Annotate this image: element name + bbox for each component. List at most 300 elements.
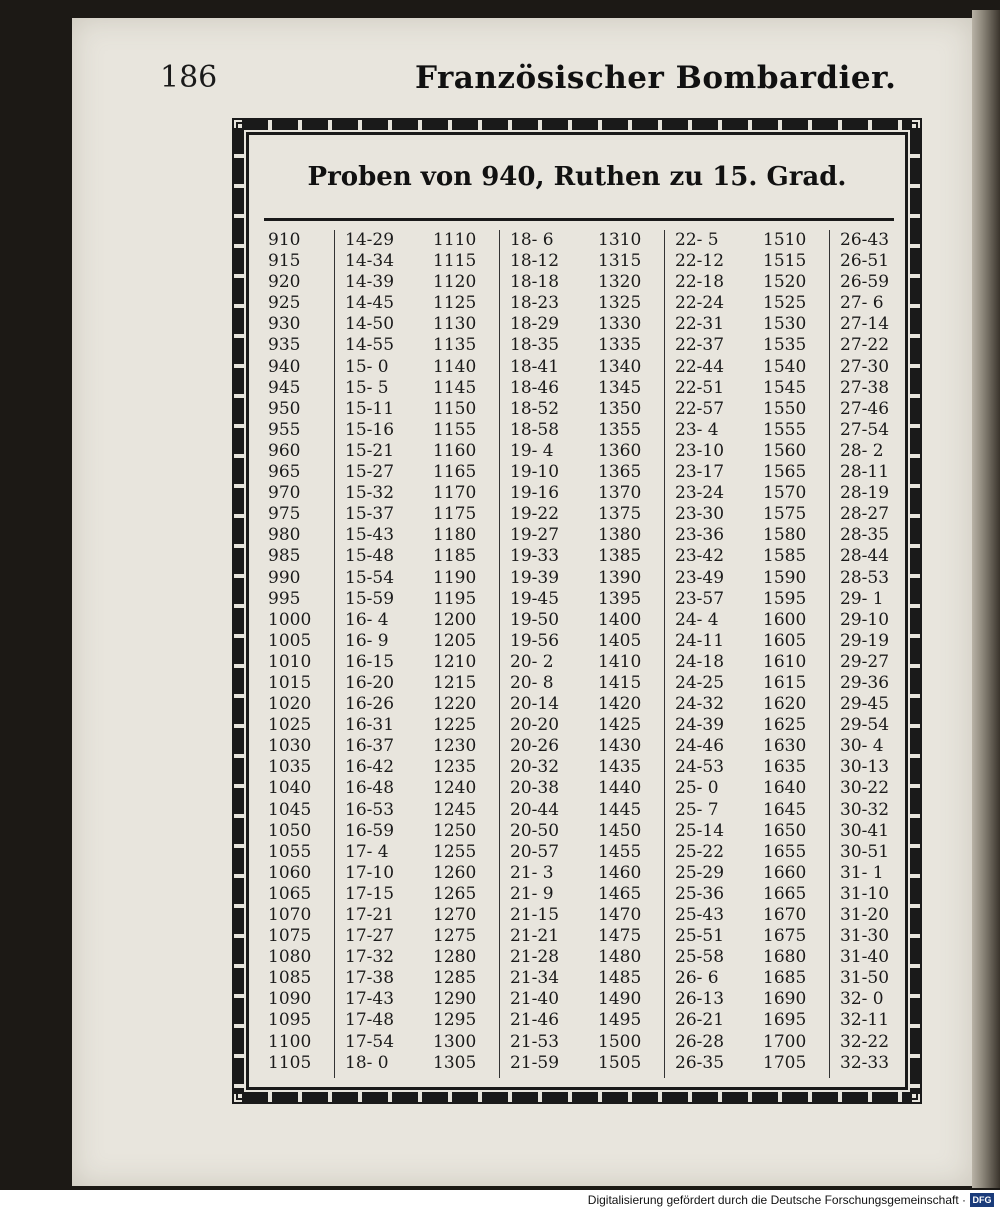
elevation-cell: 15-48 [345, 546, 395, 567]
elevation-cell: 15-27 [345, 462, 395, 483]
elevation-cell: 19-45 [510, 588, 560, 609]
elevation-column [335, 230, 427, 1078]
elevation-cell: 16-53 [345, 799, 395, 820]
elevation-cell: 16-37 [345, 736, 395, 757]
distance-cell: 1175 [433, 504, 477, 525]
elevation-cell: 26-28 [675, 1031, 725, 1052]
elevation-cell: 16-31 [345, 715, 395, 736]
elevation-cell: 26-43 [840, 230, 890, 250]
distance-cell: 970 [268, 483, 301, 504]
table-block [427, 230, 592, 1078]
distance-cell: 915 [268, 251, 301, 272]
distance-cell: 1115 [433, 251, 477, 272]
distance-cell: 1035 [268, 757, 312, 778]
elevation-cell: 19-33 [510, 546, 560, 567]
elevation-cell: 20-14 [510, 694, 560, 715]
elevation-cell: 27- 6 [840, 293, 884, 314]
distance-cell: 1470 [598, 905, 642, 925]
distance-cell: 1190 [433, 567, 477, 588]
border-left-ornament [234, 128, 244, 1094]
elevation-cell: 15-59 [345, 588, 395, 609]
distance-cell: 1525 [763, 293, 807, 314]
distance-cell: 1065 [268, 883, 312, 904]
distance-cell: 1210 [433, 651, 477, 672]
elevation-cell: 16- 9 [345, 630, 389, 651]
elevation-cell: 32-22 [840, 1031, 890, 1052]
distance-cell: 1040 [268, 778, 312, 799]
distance-cell: 1135 [433, 335, 477, 356]
distance-cell: 1090 [268, 989, 312, 1010]
elevation-cell: 20-50 [510, 820, 560, 841]
elevation-cell: 22-24 [675, 293, 725, 314]
elevation-cell: 14-34 [345, 251, 395, 272]
distance-cell: 965 [268, 462, 301, 483]
distance-cell: 1045 [268, 799, 312, 820]
elevation-cell: 15-43 [345, 525, 395, 546]
distance-cell: 935 [268, 335, 301, 356]
elevation-cell: 14-29 [345, 230, 395, 250]
elevation-cell: 20-20 [510, 715, 560, 736]
distance-cell: 1625 [763, 715, 807, 736]
distance-cell: 1320 [598, 272, 642, 293]
elevation-cell: 21-46 [510, 1010, 560, 1031]
distance-cell: 1145 [433, 377, 477, 398]
distance-cell: 975 [268, 504, 301, 525]
distance-cell: 1120 [433, 272, 477, 293]
distance-cell: 945 [268, 377, 301, 398]
elevation-cell: 18- 6 [510, 230, 554, 250]
distance-cell: 1080 [268, 947, 312, 968]
distance-cell: 1105 [268, 1052, 312, 1073]
distance-cell: 1330 [598, 314, 642, 335]
distance-cell: 1545 [763, 377, 807, 398]
elevation-cell: 17-15 [345, 883, 395, 904]
distance-cell: 1425 [598, 715, 642, 736]
elevation-cell: 19-27 [510, 525, 560, 546]
distance-cell: 1370 [598, 483, 642, 504]
elevation-cell: 27-54 [840, 419, 890, 440]
distance-cell: 1245 [433, 799, 477, 820]
elevation-cell: 24-39 [675, 715, 725, 736]
elevation-cell: 22-44 [675, 356, 725, 377]
elevation-cell: 16-59 [345, 820, 395, 841]
elevation-cell: 23-57 [675, 588, 725, 609]
distance-cell: 1140 [433, 356, 477, 377]
elevation-cell: 29-27 [840, 651, 890, 672]
elevation-cell: 15-32 [345, 483, 395, 504]
distance-cell: 1645 [763, 799, 807, 820]
distance-cell: 1055 [268, 841, 312, 862]
elevation-cell: 30-13 [840, 757, 890, 778]
elevation-cell: 29- 1 [840, 588, 884, 609]
elevation-cell: 18- 0 [345, 1052, 389, 1073]
distance-cell: 1010 [268, 651, 312, 672]
elevation-cell: 17-32 [345, 947, 395, 968]
border-top-ornament [242, 120, 912, 130]
distance-cell: 1690 [763, 989, 807, 1010]
elevation-cell: 31-30 [840, 926, 890, 947]
table-block [757, 230, 922, 1078]
elevation-cell: 24-53 [675, 757, 725, 778]
distance-cell: 1225 [433, 715, 477, 736]
distance-cell: 1355 [598, 419, 642, 440]
distance-cell: 1085 [268, 968, 312, 989]
elevation-cell: 21-53 [510, 1031, 560, 1052]
elevation-cell: 25-58 [675, 947, 725, 968]
distance-cell: 1020 [268, 694, 312, 715]
elevation-cell: 23- 4 [675, 419, 719, 440]
elevation-cell: 16-26 [345, 694, 395, 715]
distance-cell: 1560 [763, 440, 807, 461]
distance-cell: 1620 [763, 694, 807, 715]
distance-cell: 1000 [268, 609, 312, 630]
elevation-cell: 17-27 [345, 926, 395, 947]
distance-cell: 1655 [763, 841, 807, 862]
distance-cell: 1695 [763, 1010, 807, 1031]
elevation-cell: 20-32 [510, 757, 560, 778]
elevation-cell: 14-39 [345, 272, 395, 293]
distance-cell: 1440 [598, 778, 642, 799]
elevation-cell: 23-30 [675, 504, 725, 525]
elevation-cell: 31-20 [840, 905, 890, 925]
distance-cell: 1030 [268, 736, 312, 757]
elevation-cell: 14-50 [345, 314, 395, 335]
distance-cell: 1515 [763, 251, 807, 272]
book-edge [972, 10, 1000, 1188]
page-number: 186 [160, 60, 218, 95]
distance-cell: 1595 [763, 588, 807, 609]
distance-cell: 1180 [433, 525, 477, 546]
elevation-cell: 23-17 [675, 462, 725, 483]
elevation-cell: 30-41 [840, 820, 890, 841]
distance-cell: 1675 [763, 926, 807, 947]
distance-cell: 1365 [598, 462, 642, 483]
distance-cell: 1415 [598, 672, 642, 693]
elevation-cell: 15-16 [345, 419, 395, 440]
distance-cell: 1235 [433, 757, 477, 778]
distance-cell: 1640 [763, 778, 807, 799]
elevation-cell: 25-51 [675, 926, 725, 947]
elevation-cell: 21-40 [510, 989, 560, 1010]
elevation-cell: 25- 0 [675, 778, 719, 799]
table-title: Proben von 940, Ruthen zu 15. Grad. [307, 162, 847, 192]
elevation-cell: 17-54 [345, 1031, 395, 1052]
elevation-cell: 31-50 [840, 968, 890, 989]
distance-cell: 1630 [763, 736, 807, 757]
elevation-cell: 16-20 [345, 672, 395, 693]
distance-cell: 1535 [763, 335, 807, 356]
elevation-cell: 16-42 [345, 757, 395, 778]
elevation-cell: 21-21 [510, 926, 560, 947]
elevation-cell: 22-12 [675, 251, 725, 272]
elevation-cell: 15-11 [345, 398, 395, 419]
elevation-cell: 27-14 [840, 314, 890, 335]
distance-cell: 1650 [763, 820, 807, 841]
distance-cell: 1485 [598, 968, 642, 989]
distance-cell: 1495 [598, 1010, 642, 1031]
distance-cell: 1275 [433, 926, 477, 947]
distance-cell: 1130 [433, 314, 477, 335]
elevation-cell: 15- 0 [345, 356, 389, 377]
elevation-cell: 18-12 [510, 251, 560, 272]
distance-cell: 1050 [268, 820, 312, 841]
title-rule [264, 218, 894, 221]
elevation-cell: 18-23 [510, 293, 560, 314]
running-head: Französischer Bombardier. [415, 60, 897, 96]
border-bottom-ornament [242, 1092, 912, 1102]
distance-cell: 1610 [763, 651, 807, 672]
distance-cell: 1215 [433, 672, 477, 693]
distance-cell: 1170 [433, 483, 477, 504]
distance-cell: 1390 [598, 567, 642, 588]
elevation-cell: 18-29 [510, 314, 560, 335]
distance-cell: 1375 [598, 504, 642, 525]
distance-cell: 1550 [763, 398, 807, 419]
distance-cell: 1575 [763, 504, 807, 525]
elevation-column [665, 230, 757, 1078]
distance-cell: 1460 [598, 862, 642, 883]
elevation-cell: 32-33 [840, 1052, 890, 1073]
distance-cell: 925 [268, 293, 301, 314]
distance-cell: 1195 [433, 588, 477, 609]
elevation-cell: 20-38 [510, 778, 560, 799]
distance-cell: 1505 [598, 1052, 642, 1073]
distance-cell: 1280 [433, 947, 477, 968]
elevation-cell: 27-22 [840, 335, 890, 356]
distance-cell: 1680 [763, 947, 807, 968]
elevation-cell: 15- 5 [345, 377, 389, 398]
distance-cell: 980 [268, 525, 301, 546]
elevation-cell: 29-36 [840, 672, 890, 693]
elevation-cell: 31-40 [840, 947, 890, 968]
elevation-cell: 21-34 [510, 968, 560, 989]
distance-cell: 1200 [433, 609, 477, 630]
distance-cell: 1360 [598, 440, 642, 461]
distance-cell: 1070 [268, 905, 312, 925]
elevation-cell: 26-21 [675, 1010, 725, 1031]
distance-cell: 1315 [598, 251, 642, 272]
elevation-cell: 31- 1 [840, 862, 884, 883]
distance-cell: 1520 [763, 272, 807, 293]
elevation-cell: 29-54 [840, 715, 890, 736]
distance-cell: 1700 [763, 1031, 807, 1052]
elevation-cell: 19-16 [510, 483, 560, 504]
distance-cell: 1305 [433, 1052, 477, 1073]
elevation-cell: 28-44 [840, 546, 890, 567]
elevation-cell: 28- 2 [840, 440, 884, 461]
elevation-cell: 26-59 [840, 272, 890, 293]
distance-cell: 1430 [598, 736, 642, 757]
distance-cell: 920 [268, 272, 301, 293]
distance-cell: 940 [268, 356, 301, 377]
elevation-cell: 25-14 [675, 820, 725, 841]
elevation-cell: 15-54 [345, 567, 395, 588]
elevation-cell: 16-48 [345, 778, 395, 799]
distance-cell: 930 [268, 314, 301, 335]
distance-cell: 1325 [598, 293, 642, 314]
elevation-cell: 30-22 [840, 778, 890, 799]
elevation-cell: 16- 4 [345, 609, 389, 630]
elevation-cell: 30-32 [840, 799, 890, 820]
distance-cell: 1160 [433, 440, 477, 461]
elevation-cell: 32-11 [840, 1010, 890, 1031]
elevation-cell: 19-39 [510, 567, 560, 588]
elevation-cell: 15-21 [345, 440, 395, 461]
elevation-cell: 17-21 [345, 905, 395, 925]
elevation-cell: 19-56 [510, 630, 560, 651]
elevation-cell: 32- 0 [840, 989, 884, 1010]
distance-cell: 1580 [763, 525, 807, 546]
elevation-cell: 20- 8 [510, 672, 554, 693]
distance-cell: 1590 [763, 567, 807, 588]
distance-cell: 1475 [598, 926, 642, 947]
elevation-cell: 21-28 [510, 947, 560, 968]
elevation-cell: 17-43 [345, 989, 395, 1010]
elevation-cell: 22-57 [675, 398, 725, 419]
elevation-cell: 22-37 [675, 335, 725, 356]
distance-cell: 960 [268, 440, 301, 461]
elevation-cell: 18-41 [510, 356, 560, 377]
distance-cell: 1015 [268, 672, 312, 693]
elevation-cell: 18-52 [510, 398, 560, 419]
distance-cell: 1125 [433, 293, 477, 314]
elevation-cell: 25- 7 [675, 799, 719, 820]
elevation-cell: 20-26 [510, 736, 560, 757]
distance-cell: 1420 [598, 694, 642, 715]
distance-cell: 1005 [268, 630, 312, 651]
elevation-cell: 17- 4 [345, 841, 389, 862]
distance-column [427, 230, 499, 1078]
distance-cell: 1155 [433, 419, 477, 440]
distance-cell: 1570 [763, 483, 807, 504]
distance-cell: 1510 [763, 230, 807, 250]
distance-cell: 990 [268, 567, 301, 588]
elevation-cell: 20-44 [510, 799, 560, 820]
distance-cell: 1205 [433, 630, 477, 651]
elevation-cell: 14-45 [345, 293, 395, 314]
distance-cell: 1150 [433, 398, 477, 419]
distance-cell: 1100 [268, 1031, 312, 1052]
elevation-cell: 16-15 [345, 651, 395, 672]
distance-cell: 985 [268, 546, 301, 567]
distance-cell: 1270 [433, 905, 477, 925]
distance-column [262, 230, 334, 1078]
distance-cell: 1635 [763, 757, 807, 778]
elevation-cell: 17-38 [345, 968, 395, 989]
elevation-cell: 25-29 [675, 862, 725, 883]
distance-cell: 1300 [433, 1031, 477, 1052]
elevation-cell: 26- 6 [675, 968, 719, 989]
elevation-cell: 18-35 [510, 335, 560, 356]
distance-cell: 1530 [763, 314, 807, 335]
distance-cell: 1615 [763, 672, 807, 693]
distance-cell: 1285 [433, 968, 477, 989]
elevation-cell: 26-35 [675, 1052, 725, 1073]
distance-cell: 1585 [763, 546, 807, 567]
elevation-cell: 18-18 [510, 272, 560, 293]
distance-cell: 1445 [598, 799, 642, 820]
dfg-logo: DFG [970, 1193, 994, 1207]
elevation-cell: 19-10 [510, 462, 560, 483]
distance-cell: 1095 [268, 1010, 312, 1031]
distance-cell: 1290 [433, 989, 477, 1010]
table-block [592, 230, 757, 1078]
distance-cell: 1260 [433, 862, 477, 883]
elevation-cell: 20-57 [510, 841, 560, 862]
elevation-column [830, 230, 922, 1078]
elevation-cell: 18-58 [510, 419, 560, 440]
distance-cell: 1335 [598, 335, 642, 356]
credit-text: Digitalisierung gefördert durch die Deutsche Forschungsgemeinschaft · [587, 1193, 966, 1207]
elevation-cell: 27-38 [840, 377, 890, 398]
elevation-cell: 27-46 [840, 398, 890, 419]
elevation-cell: 27-30 [840, 356, 890, 377]
distance-cell: 1465 [598, 883, 642, 904]
elevation-column [500, 230, 592, 1078]
distance-cell: 1265 [433, 883, 477, 904]
distance-cell: 1230 [433, 736, 477, 757]
distance-cell: 1350 [598, 398, 642, 419]
distance-cell: 1110 [433, 230, 477, 250]
elevation-cell: 29-45 [840, 694, 890, 715]
elevation-cell: 18-46 [510, 377, 560, 398]
distance-cell: 1665 [763, 883, 807, 904]
distance-cell: 1240 [433, 778, 477, 799]
distance-cell: 1450 [598, 820, 642, 841]
elevation-cell: 21- 9 [510, 883, 554, 904]
elevation-cell: 22- 5 [675, 230, 719, 250]
distance-cell: 1405 [598, 630, 642, 651]
table-block [262, 230, 427, 1078]
distance-cell: 1255 [433, 841, 477, 862]
elevation-cell: 19-22 [510, 504, 560, 525]
distance-cell: 1345 [598, 377, 642, 398]
elevation-cell: 23-10 [675, 440, 725, 461]
distance-cell: 1295 [433, 1010, 477, 1031]
distance-cell: 1455 [598, 841, 642, 862]
distance-cell: 1705 [763, 1052, 807, 1073]
elevation-cell: 21- 3 [510, 862, 554, 883]
elevation-cell: 30-51 [840, 841, 890, 862]
elevation-cell: 28-19 [840, 483, 890, 504]
elevation-cell: 23-42 [675, 546, 725, 567]
elevation-cell: 23-36 [675, 525, 725, 546]
distance-cell: 1660 [763, 862, 807, 883]
distance-cell: 995 [268, 588, 301, 609]
distance-cell: 1165 [433, 462, 477, 483]
distance-cell: 1185 [433, 546, 477, 567]
distance-cell: 910 [268, 230, 301, 250]
elevation-cell: 23-24 [675, 483, 725, 504]
distance-cell: 1395 [598, 588, 642, 609]
distance-cell: 1380 [598, 525, 642, 546]
distance-cell: 1025 [268, 715, 312, 736]
elevation-cell: 31-10 [840, 883, 890, 904]
distance-cell: 1500 [598, 1031, 642, 1052]
elevation-cell: 24-46 [675, 736, 725, 757]
distance-cell: 1540 [763, 356, 807, 377]
elevation-cell: 24-11 [675, 630, 725, 651]
distance-cell: 1480 [598, 947, 642, 968]
elevation-cell: 28-35 [840, 525, 890, 546]
elevation-cell: 17-10 [345, 862, 395, 883]
distance-cell: 1555 [763, 419, 807, 440]
distance-cell: 1250 [433, 820, 477, 841]
distance-column [757, 230, 829, 1078]
distance-cell: 950 [268, 398, 301, 419]
digitization-credit [0, 1190, 1000, 1210]
elevation-cell: 29-19 [840, 630, 890, 651]
